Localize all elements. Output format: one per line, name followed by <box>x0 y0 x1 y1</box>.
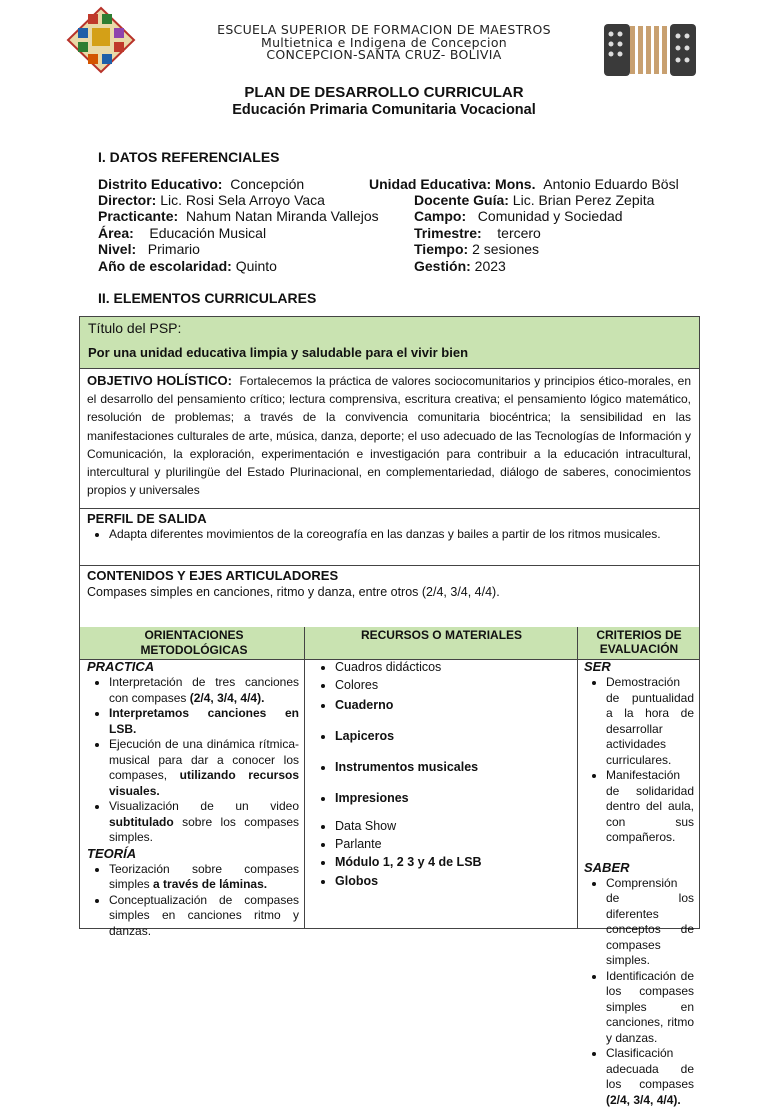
table-body <box>79 659 700 1107</box>
practica-item: • Interpretamos canciones en LSB. <box>109 706 299 737</box>
perfil-label: PERFIL DE SALIDA <box>87 511 207 526</box>
trimestre-row: Trimestre: tercero <box>414 225 541 241</box>
school-name: ESCUELA SUPERIOR DE FORMACION DE MAESTROS <box>217 22 551 37</box>
objetivo-label: OBJETIVO HOLÍSTICO: <box>87 373 232 388</box>
psp-box <box>79 316 700 369</box>
recurso-item: • Lapiceros <box>335 725 571 747</box>
practica-item: • Ejecución de una dinámica rítmica-musical para dar a conocer los compases, utilizando recursos visuales. <box>109 737 299 799</box>
gestion-row: Gestión: 2023 <box>414 258 506 274</box>
col-recursos: RECURSOS O MATERIALES <box>360 628 523 642</box>
saber-label: SABER <box>584 859 630 875</box>
director-row: Director: Lic. Rosi Sela Arroyo Vaca <box>98 192 325 208</box>
recurso-item: • Globos <box>335 871 571 891</box>
unidad-row: Unidad Educativa: Mons. Antonio Eduardo Bösl <box>369 176 679 192</box>
objetivo-box <box>79 368 700 509</box>
recurso-item: • Parlante <box>335 835 571 853</box>
school-location: CONCEPCION-SANTA CRUZ- BOLIVIA <box>266 47 502 62</box>
section-datos-referenciales: I. DATOS REFERENCIALES <box>98 149 280 165</box>
recurso-item: • Colores <box>335 676 571 694</box>
campo-row: Campo: Comunidad y Sociedad <box>414 208 623 224</box>
ser-item: • Manifestación de solidaridad dentro del aula, con sus compañeros. <box>606 768 694 846</box>
page-title: PLAN DE DESARROLLO CURRICULAR <box>244 84 524 101</box>
school-subtitle: Multietnica e Indigena de Concepcion <box>260 35 508 50</box>
col-orientaciones: ORIENTACIONES METODOLÓGICAS <box>140 628 248 657</box>
area-row: Área: Educación Musical <box>98 225 267 241</box>
orientaciones-cell <box>87 659 299 939</box>
docente-row: Docente Guía: Lic. Brian Perez Zepita <box>414 192 655 208</box>
contenidos-box <box>79 565 700 628</box>
anio-row: Año de escolaridad: Quinto <box>98 258 277 274</box>
recurso-item: • Cuadros didácticos <box>335 659 571 676</box>
contenidos-text: Compases simples en canciones, ritmo y danza, entre otros (2/4, 3/4, 4/4). <box>87 585 500 599</box>
recursos-cell <box>313 659 571 891</box>
recurso-item: • Cuaderno <box>335 694 571 716</box>
recurso-item: • Impresiones <box>335 787 571 809</box>
teoria-item: • Conceptualización de compases simples en canciones ritmo y danzas. <box>109 893 299 940</box>
col-criterios: CRITERIOS DE EVALUACIÓN <box>596 628 682 656</box>
recurso-item: • Instrumentos musicales <box>335 756 571 778</box>
ser-label: SER <box>584 659 611 674</box>
ser-item: • Demostración de puntualidad a la hora de desarrollar actividades curriculares. <box>606 675 694 768</box>
distrito-row: Distrito Educativo: Concepción <box>98 176 305 192</box>
practicante-row: Practicante: Nahum Natan Miranda Vallejos <box>98 208 379 224</box>
saber-item: • Identificación de los compases simples en canciones, ritmo y danzas. <box>606 969 694 1047</box>
teoria-label: TEORÍA <box>87 845 137 861</box>
practica-label: PRACTICA <box>87 659 155 674</box>
recurso-item: • Módulo 1, 2 3 y 4 de LSB <box>335 853 571 871</box>
nivel-row: Nivel: Primario <box>98 241 200 257</box>
practica-item: • Interpretación de tres canciones con compases (2/4, 3/4, 4/4). <box>109 675 299 706</box>
saber-item: • Clasificación adecuada de los compases (2/4, 3/4, 4/4). <box>606 1046 694 1108</box>
psp-title: Por una unidad educativa limpia y saludable para el vivir bien <box>88 345 469 360</box>
section-elementos-curriculares: II. ELEMENTOS CURRICULARES <box>98 290 317 306</box>
page-subtitle: Educación Primaria Comunitaria Vocacional <box>232 102 536 118</box>
practica-item: • Visualización de un video subtitulado sobre los compases simples. <box>109 799 299 846</box>
table-header <box>79 627 700 660</box>
tiempo-row: Tiempo: 2 sesiones <box>414 241 540 257</box>
recurso-item: • Data Show <box>335 818 571 835</box>
objetivo-text: OBJETIVO HOLÍSTICO: Fortalecemos la práctica de valores sociocomunitarios y principios ético-morales, en el desarrollo del pensamiento crítico; lectura comprensiva, escritura creativa; el pensamiento lógico matemático, resolución de problemas; a través de la convivencia comunitaria biocéntrica; la sensibilidad en las manifestaciones culturales de arte, música, danza, deporte; el uso adecuado de las Tecnologías de Información y Comunicación, la exploración, experimentación e investigación para contribuir a la educación intracultural, intercultural y plurilingüe del Estado Plurinacional, en complementariedad, diálogo de saberes, conocimientos propios y universales <box>87 373 691 498</box>
psp-label: Título del PSP: <box>88 320 182 336</box>
criterios-cell <box>584 659 694 1108</box>
perfil-box <box>79 508 700 566</box>
contenidos-label: CONTENIDOS Y EJES ARTICULADORES <box>87 568 339 583</box>
saber-item: • Comprensión de los diferentes conceptos de compases simples. <box>606 876 694 969</box>
teoria-item: • Teorización sobre compases simples a través de láminas. <box>109 862 299 893</box>
perfil-item: • Adapta diferentes movimientos de la coreografía en las danzas y bailes a partir de los ritmos musicales. <box>109 527 709 543</box>
